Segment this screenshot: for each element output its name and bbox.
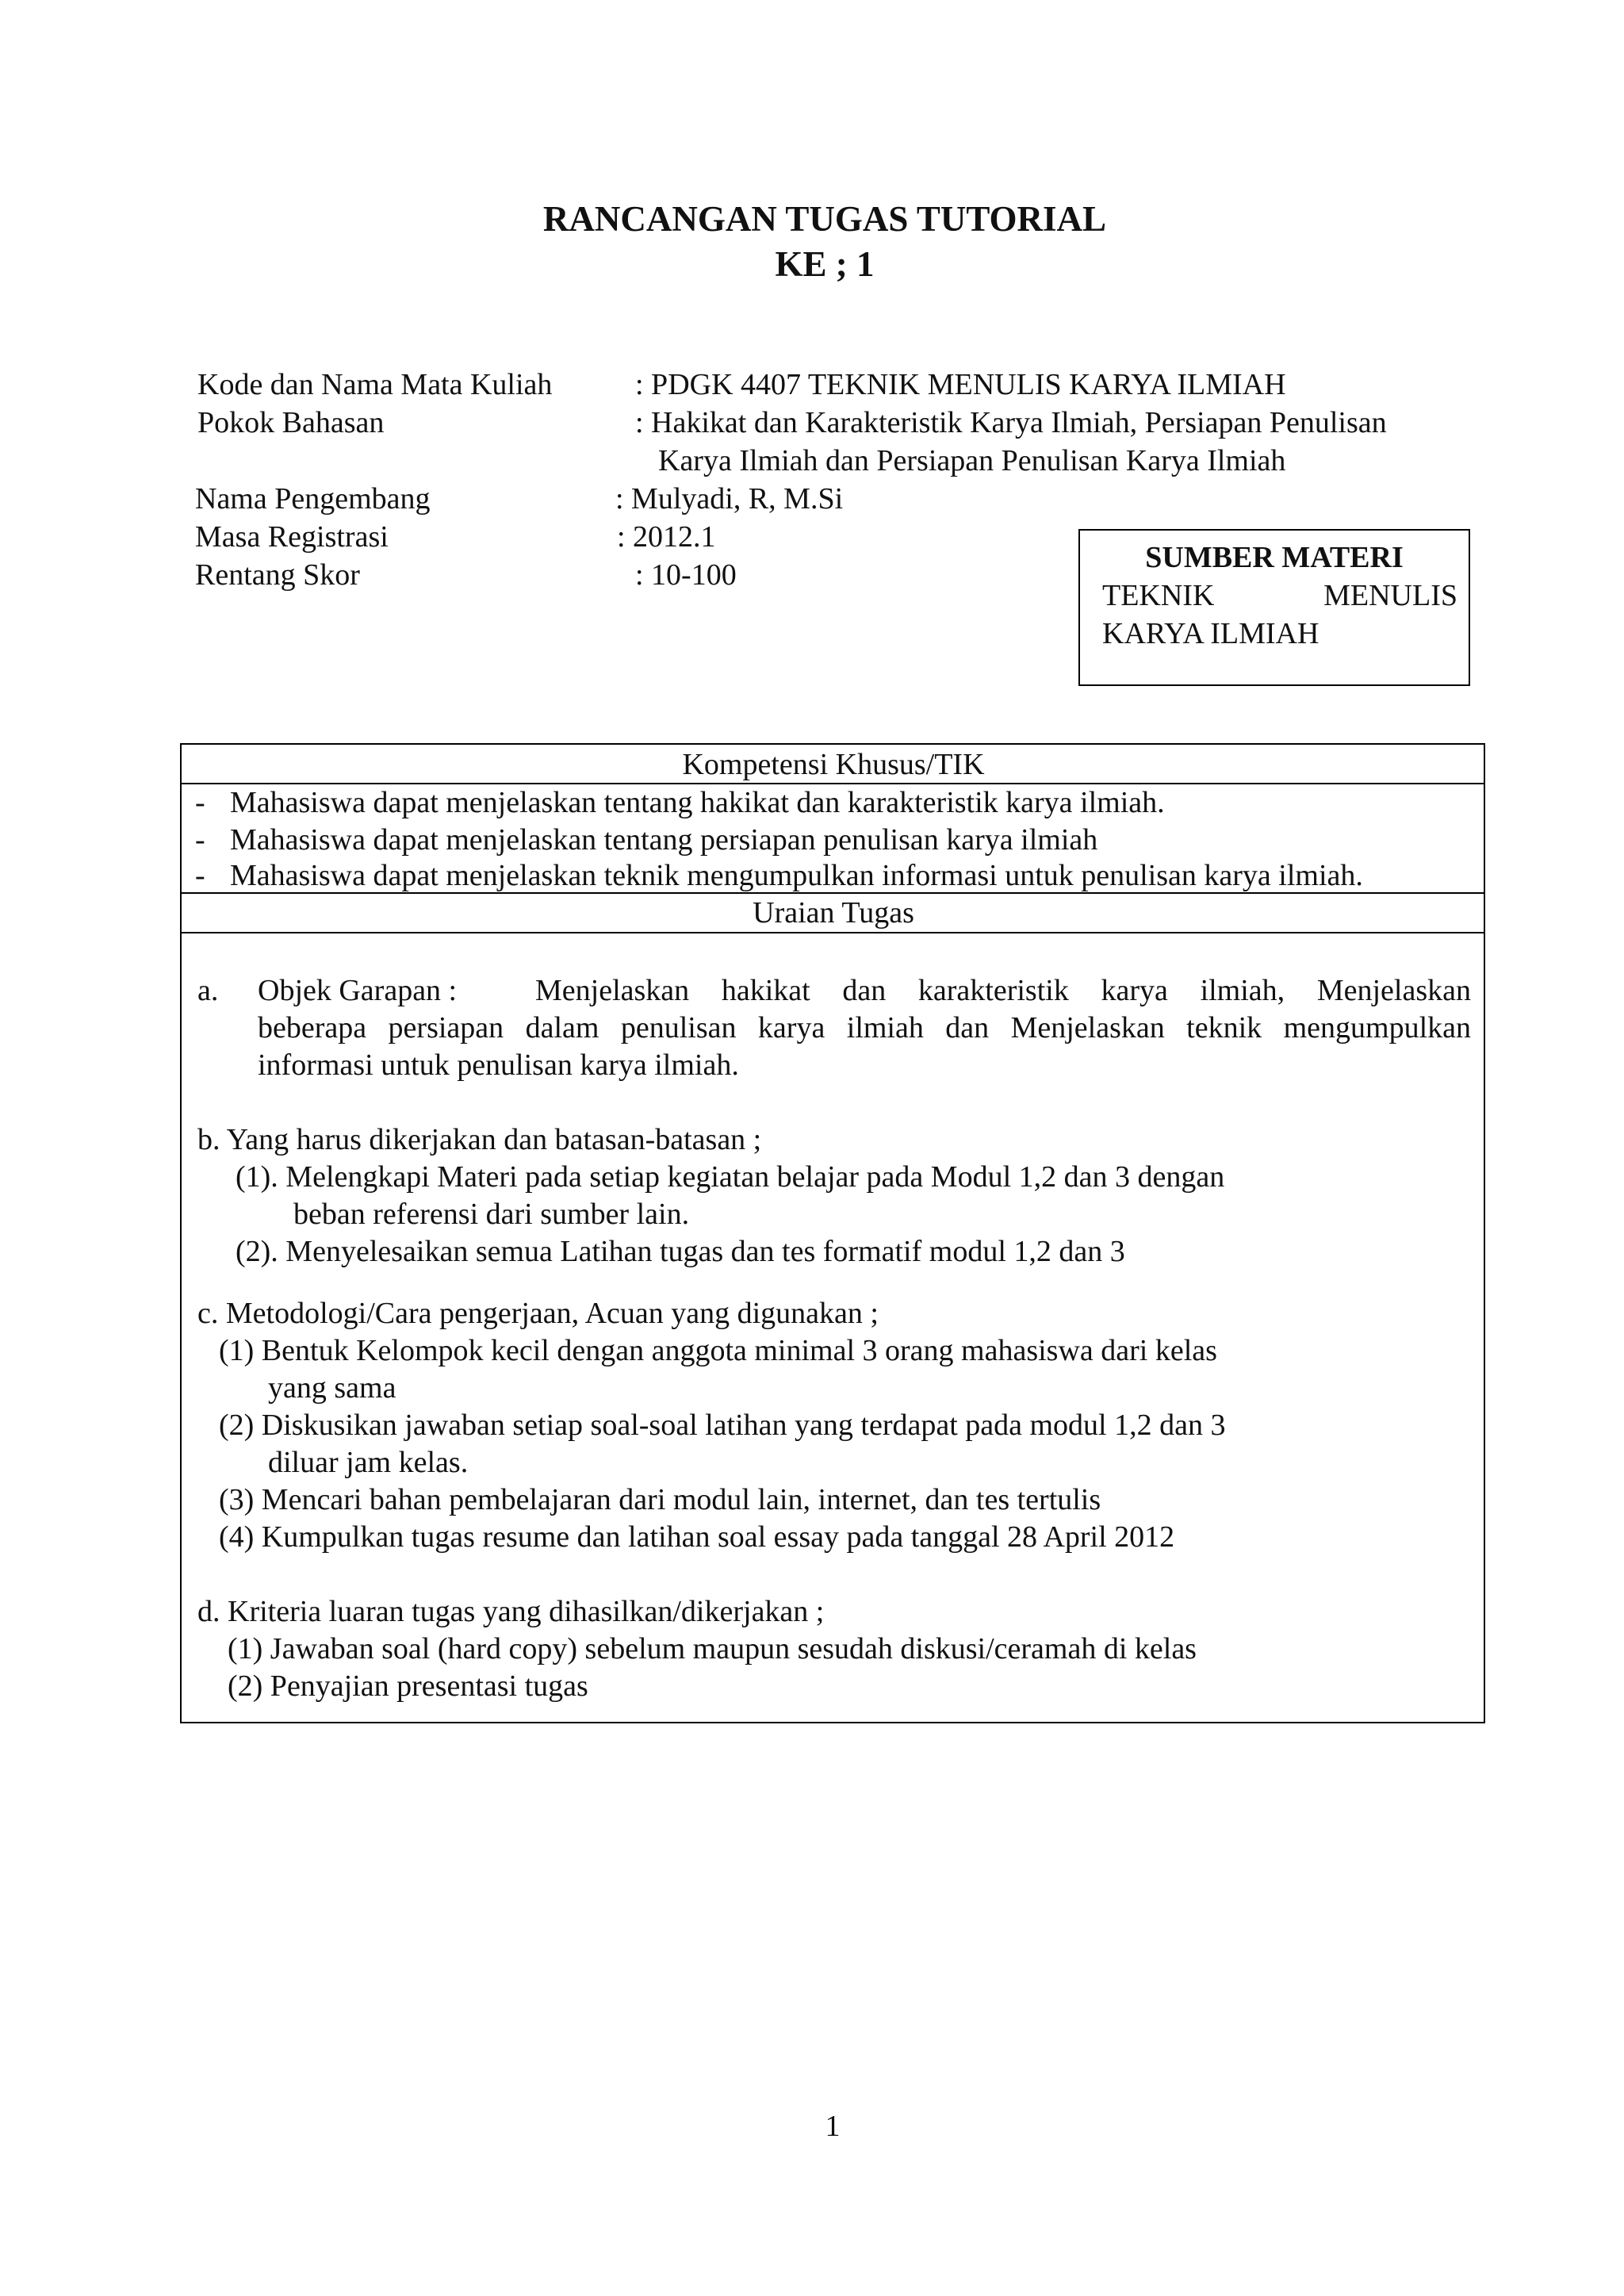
- competency-heading: Kompetensi Khusus/TIK: [682, 748, 985, 781]
- task-b-item-2: (2). Menyelesaikan semua Latihan tugas dan tes formatif modul 1,2 dan 3: [236, 1235, 1125, 1268]
- task-d-heading: d. Kriteria luaran tugas yang dihasilkan/dikerjakan ;: [197, 1595, 825, 1628]
- task-a-line-1: Menjelaskan hakikat dan karakteristik karya ilmiah, Menjelaskan: [535, 974, 1471, 1007]
- task-d-item-1: (1) Jawaban soal (hard copy) sebelum maupun sesudah diskusi/ceramah di kelas: [228, 1632, 1197, 1665]
- task-b-item-1-line-2: beban referensi dari sumber lain.: [293, 1198, 690, 1231]
- document-subtitle: KE ; 1: [775, 244, 875, 284]
- topic-value-line-2: Karya Ilmiah dan Persiapan Penulisan Karya Ilmiah: [658, 444, 1286, 477]
- task-c-item-2-line-1: (2) Diskusikan jawaban setiap soal-soal latihan yang terdapat pada modul 1,2 dan 3: [219, 1409, 1226, 1442]
- source-word-menulis: MENULIS: [1323, 579, 1457, 612]
- registration-value: : 2012.1: [617, 520, 716, 554]
- task-c-item-1-line-2: yang sama: [268, 1371, 396, 1405]
- task-b-heading: b. Yang harus dikerjakan dan batasan-batasan ;: [197, 1123, 762, 1156]
- competency-item: - Mahasiswa dapat menjelaskan tentang hakikat dan karakteristik karya ilmiah.: [195, 786, 1165, 819]
- table-top-border: [180, 743, 1485, 745]
- task-c-item-3: (3) Mencari bahan pembelajaran dari modul lain, internet, dan tes tertulis: [219, 1483, 1101, 1516]
- tasks-heading: Uraian Tugas: [753, 896, 914, 930]
- table-bottom-border: [180, 1722, 1485, 1723]
- page-number: 1: [825, 2110, 841, 2143]
- score-range-value: : 10-100: [635, 558, 737, 592]
- course-value: : PDGK 4407 TEKNIK MENULIS KARYA ILMIAH: [635, 368, 1286, 401]
- competency-item: - Mahasiswa dapat menjelaskan teknik mengumpulkan informasi untuk penulisan karya ilmiah.: [195, 859, 1363, 892]
- table-tasks-divider: [180, 932, 1485, 933]
- source-material-line-1: [1102, 577, 1457, 615]
- developer-value: : Mulyadi, R, M.Si: [615, 482, 844, 516]
- competency-item: - Mahasiswa dapat menjelaskan tentang persiapan penulisan karya ilmiah: [195, 823, 1098, 857]
- task-d-item-2: (2) Penyajian presentasi tugas: [228, 1669, 588, 1703]
- task-a-line-2: beberapa persiapan dalam penulisan karya ilmiah dan Menjelaskan teknik mengumpulkan: [258, 1011, 1471, 1045]
- topic-value-line-1: : Hakikat dan Karakteristik Karya Ilmiah, Persiapan Penulisan: [635, 406, 1387, 439]
- task-c-heading: c. Metodologi/Cara pengerjaan, Acuan yang digunakan ;: [197, 1297, 879, 1330]
- task-c-item-1-line-1: (1) Bentuk Kelompok kecil dengan anggota minimal 3 orang mahasiswa dari kelas: [219, 1334, 1217, 1367]
- source-word-teknik: TEKNIK: [1102, 579, 1215, 612]
- task-b-item-1-line-1: (1). Melengkapi Materi pada setiap kegiatan belajar pada Modul 1,2 dan 3 dengan: [236, 1160, 1225, 1194]
- score-range-label: Rentang Skor: [195, 558, 360, 592]
- task-c-item-2-line-2: diluar jam kelas.: [268, 1446, 469, 1479]
- task-c-item-4: (4) Kumpulkan tugas resume dan latihan soal essay pada tanggal 28 April 2012: [219, 1520, 1175, 1554]
- topic-label: Pokok Bahasan: [197, 406, 385, 439]
- registration-label: Masa Registrasi: [195, 520, 389, 554]
- source-material-heading: SUMBER MATERI: [1145, 541, 1404, 574]
- task-a-line-3: informasi untuk penulisan karya ilmiah.: [258, 1048, 739, 1082]
- course-label: Kode dan Nama Mata Kuliah: [197, 368, 553, 401]
- document-title: RANCANGAN TUGAS TUTORIAL: [542, 199, 1107, 239]
- source-material-box: [1078, 529, 1470, 686]
- developer-label: Nama Pengembang: [195, 482, 431, 516]
- source-material-line-2: KARYA ILMIAH: [1102, 617, 1320, 650]
- task-a-label: Objek Garapan :: [258, 974, 458, 1007]
- task-a-marker: a.: [197, 974, 219, 1007]
